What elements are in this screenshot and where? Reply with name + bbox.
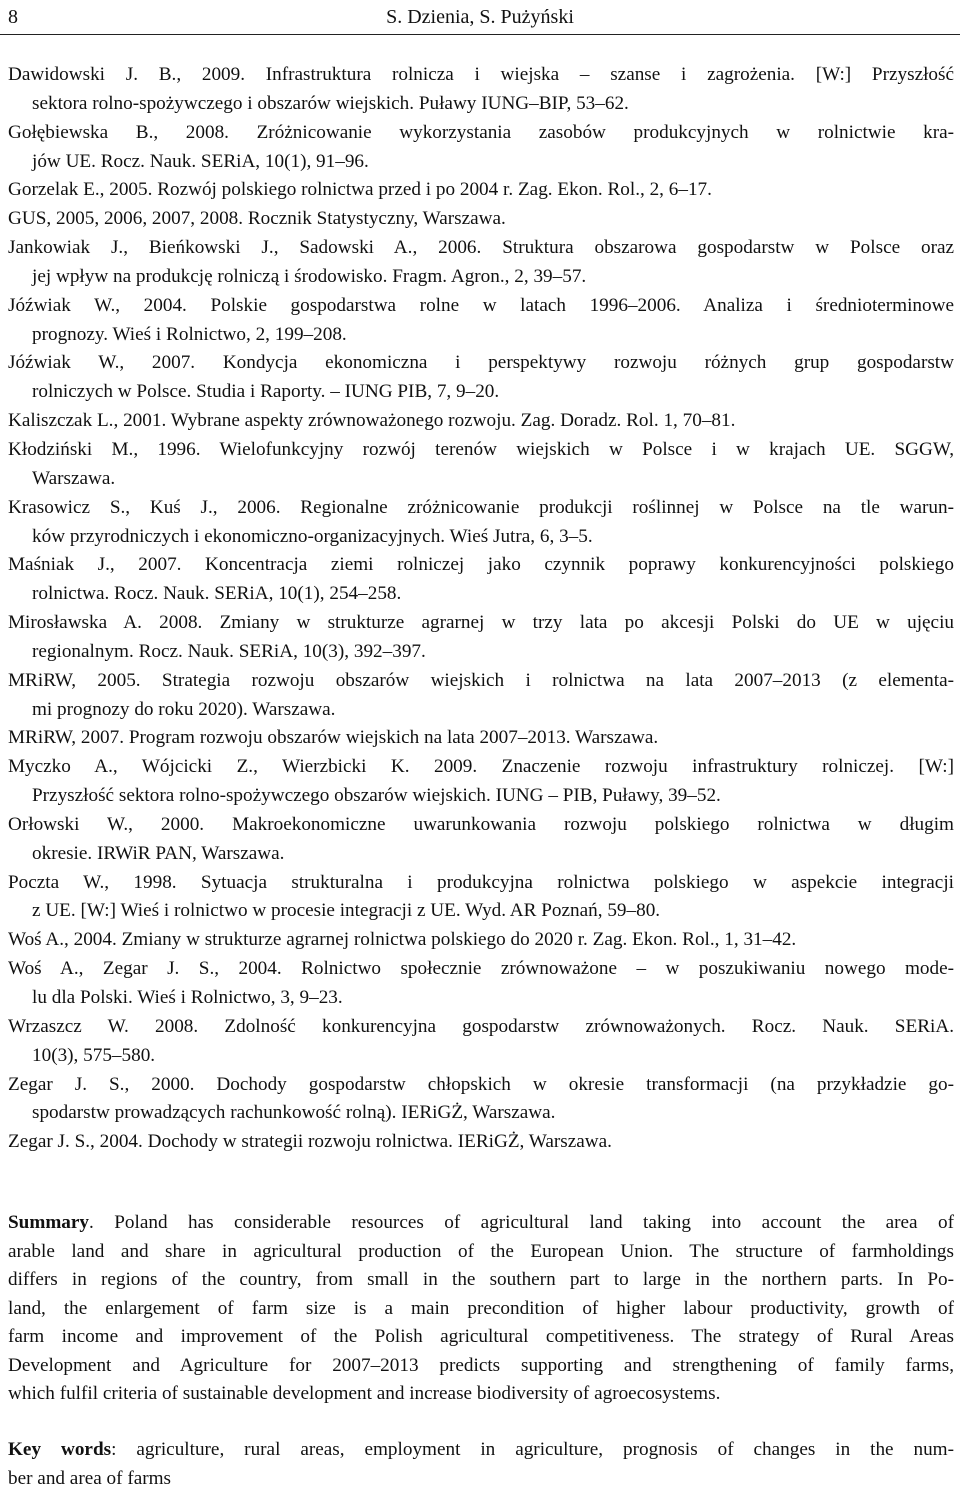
reference-line: Zegar J. S., 2004. Dochody w strategii rozwoju rolnictwa. IERiGŻ, Warszawa. [8, 1128, 954, 1157]
summary-line: Development and Agriculture for 2007–2013 predicts supporting and strengthening of family farms, [8, 1352, 954, 1381]
reference-line: Zegar J. S., 2000. Dochody gospodarstw chłopskich w okresie transformacji (na przykładzie go- [8, 1071, 954, 1100]
reference-line: MRiRW, 2007. Program rozwoju obszarów wiejskich na lata 2007–2013. Warszawa. [8, 724, 954, 753]
summary-first-line [8, 1209, 954, 1238]
reference-continuation-line: rolniczych w Polsce. Studia i Raporty. – IUNG PIB, 7, 9–20. [8, 378, 954, 407]
reference-line: Gorzelak E., 2005. Rozwój polskiego rolnictwa przed i po 2004 r. Zag. Ekon. Rol., 2, 6–17. [8, 176, 954, 205]
reference-line: Gołębiewska B., 2008. Zróżnicowanie wykorzystania zasobów produkcyjnych w rolnictwie kra- [8, 119, 954, 148]
reference-continuation-line: Warszawa. [8, 465, 954, 494]
summary-line: land, the enlargement of farm size is a main precondition of higher labour productivity, growth of [8, 1295, 954, 1324]
keywords-label: Key words [8, 1439, 111, 1460]
summary-line: arable land and share in agricultural production of the European Union. The structure of farmholdings [8, 1238, 954, 1267]
page-header [0, 0, 960, 40]
keywords-first-line [8, 1436, 954, 1465]
reference-item [8, 609, 954, 667]
reference-line: Dawidowski J. B., 2009. Infrastruktura rolnicza i wiejska – szanse i zagrożenia. [W:] Przyszłość [8, 61, 954, 90]
reference-item [8, 234, 954, 292]
reference-line: Jóźwiak W., 2007. Kondycja ekonomiczna i perspektywy rozwoju różnych grup gospodarstw [8, 349, 954, 378]
reference-item [8, 407, 954, 436]
reference-item [8, 119, 954, 177]
reference-continuation-line: mi prognozy do roku 2020). Warszawa. [8, 696, 954, 725]
reference-item [8, 205, 954, 234]
reference-continuation-line: prognozy. Wieś i Rolnictwo, 2, 199–208. [8, 321, 954, 350]
reference-line: GUS, 2005, 2006, 2007, 2008. Rocznik Statystyczny, Warszawa. [8, 205, 954, 234]
reference-item [8, 176, 954, 205]
reference-item [8, 753, 954, 811]
summary [8, 1209, 954, 1409]
reference-line: Kaliszczak L., 2001. Wybrane aspekty zrównoważonego rozwoju. Zag. Doradz. Rol. 1, 70–81. [8, 407, 954, 436]
reference-continuation-line: 10(3), 575–580. [8, 1042, 954, 1071]
reference-continuation-line: spodarstw prowadzących rachunkowość rolną). IERiGŻ, Warszawa. [8, 1099, 954, 1128]
reference-line: Mirosławska A. 2008. Zmiany w strukturze agrarnej w trzy lata po akcesji Polski do UE w ujęciu [8, 609, 954, 638]
reference-item [8, 869, 954, 927]
reference-line: Krasowicz S., Kuś J., 2006. Regionalne zróżnicowanie produkcji roślinnej w Polsce na tle warun- [8, 494, 954, 523]
reference-item [8, 724, 954, 753]
reference-line: Jóźwiak W., 2004. Polskie gospodarstwa rolne w latach 1996–2006. Analiza i średnioterminowe [8, 292, 954, 321]
reference-list [8, 61, 954, 1157]
reference-line: Kłodziński M., 1996. Wielofunkcyjny rozwój terenów wiejskich w Polsce i w krajach UE. SGGW, [8, 436, 954, 465]
reference-continuation-line: z UE. [W:] Wieś i rolnictwo w procesie integracji z UE. Wyd. AR Poznań, 59–80. [8, 897, 954, 926]
reference-line: Poczta W., 1998. Sytuacja strukturalna i produkcyjna rolnictwa polskiego w aspekcie integracji [8, 869, 954, 898]
running-head: S. Dzienia, S. Pużyński [0, 4, 960, 30]
reference-item [8, 349, 954, 407]
reference-item [8, 1071, 954, 1129]
reference-item [8, 926, 954, 955]
summary-text: . Poland has considerable resources of agricultural land taking into account the area of [89, 1212, 954, 1233]
reference-line: Orłowski W., 2000. Makroekonomiczne uwarunkowania rozwoju polskiego rolnictwa w długim [8, 811, 954, 840]
keywords [8, 1436, 954, 1493]
reference-item [8, 292, 954, 350]
reference-item [8, 1128, 954, 1157]
reference-item [8, 61, 954, 119]
reference-item [8, 811, 954, 869]
reference-continuation-line: Przyszłość sektora rolno-spożywczego obszarów wiejskich. IUNG – PIB, Puławy, 39–52. [8, 782, 954, 811]
reference-item [8, 667, 954, 725]
reference-item [8, 436, 954, 494]
reference-continuation-line: ków przyrodniczych i ekonomiczno-organizacyjnych. Wieś Jutra, 6, 3–5. [8, 523, 954, 552]
reference-continuation-line: jej wpływ na produkcję rolniczą i środowisko. Fragm. Agron., 2, 39–57. [8, 263, 954, 292]
reference-item [8, 1013, 954, 1071]
reference-line: Jankowiak J., Bieńkowski J., Sadowski A., 2006. Struktura obszarowa gospodarstw w Polsce oraz [8, 234, 954, 263]
summary-line: farm income and improvement of the Polish agricultural competitiveness. The strategy of Rural Areas [8, 1323, 954, 1352]
summary-line: which fulfil criteria of sustainable development and increase biodiversity of agroecosystems. [8, 1380, 954, 1409]
reference-continuation-line: okresie. IRWiR PAN, Warszawa. [8, 840, 954, 869]
page-number: 8 [8, 4, 18, 30]
reference-continuation-line: sektora rolno-spożywczego i obszarów wiejskich. Puławy IUNG–BIP, 53–62. [8, 90, 954, 119]
reference-continuation-line: regionalnym. Rocz. Nauk. SERiA, 10(3), 392–397. [8, 638, 954, 667]
reference-item [8, 551, 954, 609]
reference-continuation-line: rolnictwa. Rocz. Nauk. SERiA, 10(1), 254–258. [8, 580, 954, 609]
keywords-text: : agriculture, rural areas, employment in agriculture, prognosis of changes in the num- [111, 1439, 954, 1460]
reference-continuation-line: jów UE. Rocz. Nauk. SERiA, 10(1), 91–96. [8, 148, 954, 177]
reference-line: Woś A., 2004. Zmiany w strukturze agrarnej rolnictwa polskiego do 2020 r. Zag. Ekon. Rol., 1, 31–42. [8, 926, 954, 955]
header-rule [0, 34, 960, 35]
reference-line: Wrzaszcz W. 2008. Zdolność konkurencyjna gospodarstw zrównoważonych. Rocz. Nauk. SERiA. [8, 1013, 954, 1042]
reference-line: MRiRW, 2005. Strategia rozwoju obszarów wiejskich i rolnictwa na lata 2007–2013 (z elementa- [8, 667, 954, 696]
reference-line: Woś A., Zegar J. S., 2004. Rolnictwo społecznie zrównoważone – w poszukiwaniu nowego mode- [8, 955, 954, 984]
summary-label: Summary [8, 1212, 89, 1233]
reference-line: Maśniak J., 2007. Koncentracja ziemi rolniczej jako czynnik poprawy konkurencyjności polskiego [8, 551, 954, 580]
reference-continuation-line: lu dla Polski. Wieś i Rolnictwo, 3, 9–23. [8, 984, 954, 1013]
reference-item [8, 955, 954, 1013]
keywords-second-line: ber and area of farms [8, 1465, 954, 1493]
summary-line: differs in regions of the country, from small in the southern part to large in the northern parts. In Po- [8, 1266, 954, 1295]
summary-body [8, 1238, 954, 1409]
reference-line: Myczko A., Wójcicki Z., Wierzbicki K. 2009. Znaczenie rozwoju infrastruktury rolniczej. [W:] [8, 753, 954, 782]
reference-item [8, 494, 954, 552]
